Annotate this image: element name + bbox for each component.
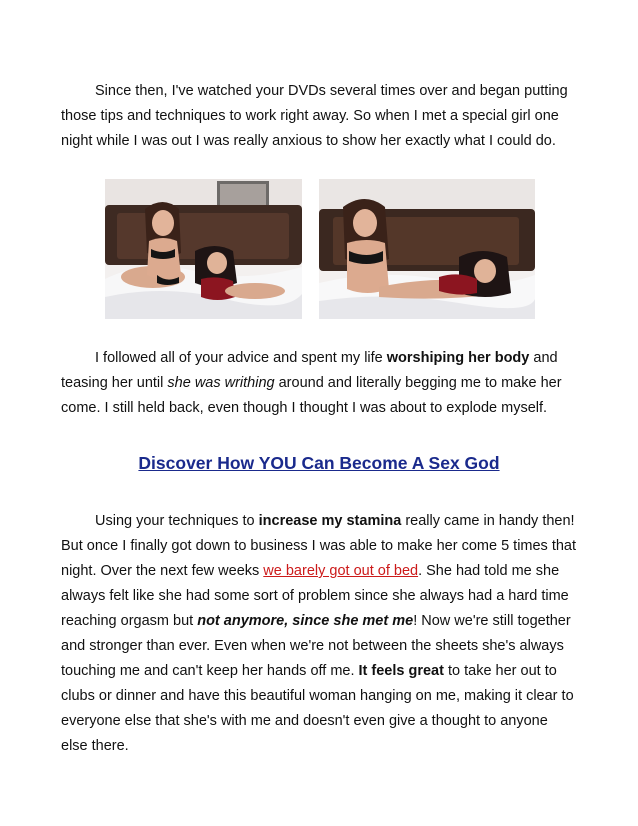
paragraph-1-line-3: night while I was out I was really anxious to show her exactly what I could do. bbox=[61, 133, 556, 149]
paragraph-3-line-5 bbox=[61, 609, 591, 634]
text-run: ! Now we're still together bbox=[413, 613, 571, 629]
text-run: night. Over the next few weeks bbox=[61, 563, 264, 579]
text-run: . She had told me she bbox=[418, 563, 560, 579]
text-run: teasing her until bbox=[61, 375, 168, 391]
inline-link[interactable]: we barely got out of bed bbox=[263, 563, 419, 579]
paragraph-3-line-1 bbox=[61, 509, 591, 534]
paragraph-3-line-9: everyone else that she's with me and doesn't even give a thought to anyone bbox=[61, 713, 548, 729]
section-heading-link[interactable]: Discover How YOU Can Become A Sex God bbox=[138, 453, 500, 473]
text-run: and bbox=[529, 350, 558, 366]
photo-right bbox=[319, 179, 535, 319]
bold-text: worshiping her body bbox=[386, 350, 530, 366]
paragraph-2-line-2 bbox=[61, 371, 591, 396]
text-run: touching me and can't keep her hands off me. bbox=[61, 663, 359, 679]
paragraph-3-line-7 bbox=[61, 659, 591, 684]
paragraph-1-line-1: Since then, I've watched your DVDs several times over and began putting bbox=[95, 83, 568, 99]
paragraph-3-line-3 bbox=[61, 559, 591, 584]
paragraph-1-line-2: those tips and techniques to work right away. So when I met a special girl one bbox=[61, 108, 559, 124]
italic-text: she was writhing bbox=[167, 375, 275, 391]
text-run: I followed all of your advice and spent my life bbox=[95, 350, 387, 366]
paragraph-3 bbox=[61, 509, 591, 759]
paragraph-2-line-3: come. I still held back, even though I thought I was about to explode myself. bbox=[61, 400, 548, 416]
text-run: around and literally begging me to make her bbox=[274, 375, 562, 391]
paragraph-2 bbox=[61, 346, 591, 421]
paragraph-3-line-10: else there. bbox=[61, 738, 129, 754]
bold-text: increase my stamina bbox=[258, 513, 402, 529]
text-run: to take her out to bbox=[443, 663, 557, 679]
text-run: Using your techniques to bbox=[95, 513, 259, 529]
text-run: reaching orgasm but bbox=[61, 613, 198, 629]
photo-left bbox=[105, 179, 302, 319]
paragraph-3-line-4: always felt like she had some sort of problem since she always had a hard time bbox=[61, 588, 569, 604]
paragraph-3-line-2: But once I finally got down to business I was able to make her come 5 times that bbox=[61, 538, 577, 554]
bold-text: It feels great bbox=[358, 663, 444, 679]
paragraph-1 bbox=[61, 79, 591, 154]
text-run: really came in handy then! bbox=[401, 513, 575, 529]
paragraph-3-line-8: clubs or dinner and have this beautiful woman hanging on me, making it clear to bbox=[61, 688, 574, 704]
bold-italic-text: not anymore, since she met me bbox=[197, 613, 414, 629]
paragraph-2-line-1 bbox=[61, 346, 591, 371]
paragraph-3-line-6: and stronger than ever. Even when we're not between the sheets she's always bbox=[61, 638, 564, 654]
